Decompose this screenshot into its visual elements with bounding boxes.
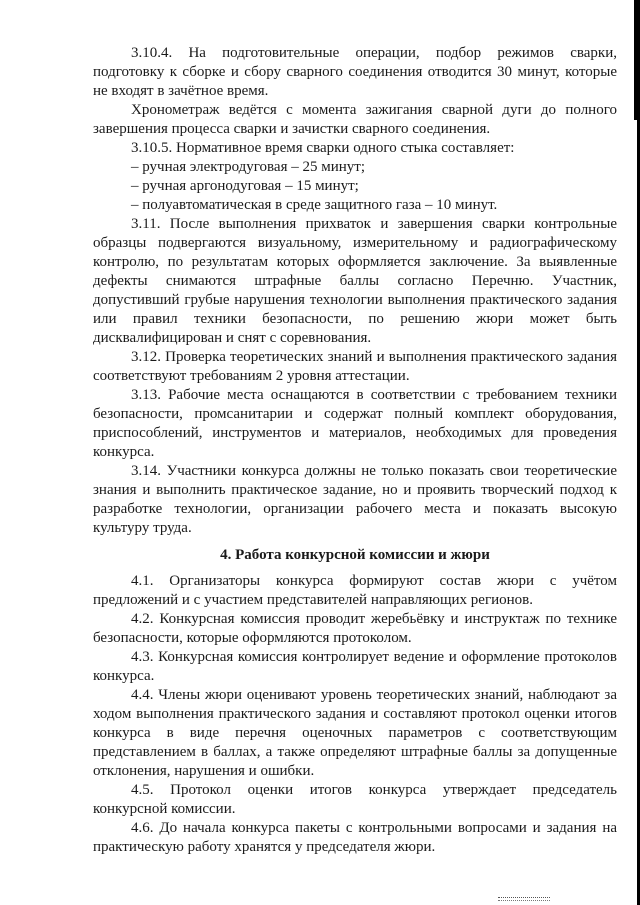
list-item-manual-arc: – ручная электродуговая – 25 минут; <box>131 159 366 175</box>
paragraph-3-13: 3.13. Рабочие места оснащаются в соответствии с требованием техники безопасности, промсанитарии и содержат полный комплект оборудования, приспособлений, инструментов и материалов, необходимых для проведения конкурса. <box>93 387 617 460</box>
paragraph-3-10-5: 3.10.5. Нормативное время сварки одного стыка составляет: <box>131 140 515 156</box>
paragraph-4-6: 4.6. До начала конкурса пакеты с контрольными вопросами и задания на практическую работу хранятся у председателя жюри. <box>93 820 617 855</box>
paragraph-3-14: 3.14. Участники конкурса должны не только показать свои теоретические знания и выполнить практическое задание, но и проявить творческий подход к разработке технологии, организации рабочего места и показать высокую культуру труда. <box>93 463 617 536</box>
paragraph-4-1: 4.1. Организаторы конкурса формируют состав жюри с учётом предложений и с участием представителей направляющих регионов. <box>93 573 617 608</box>
paragraph-4-3: 4.3. Конкурсная комиссия контролирует ведение и оформление протоколов конкурса. <box>93 649 617 684</box>
list-item-semi-automatic: – полуавтоматическая в среде защитного газа – 10 минут. <box>131 197 498 213</box>
paragraph-4-2: 4.2. Конкурсная комиссия проводит жеребьёвку и инструктаж по технике безопасности, которые оформляются протоколом. <box>93 611 617 646</box>
paragraph-3-10-4: 3.10.4. На подготовительные операции, подбор режимов сварки, подготовку к сборке и сбору сварного соединения отводится 30 минут, которые не входят в зачётное время. <box>93 45 617 99</box>
section-heading: 4. Работа конкурсной комиссии и жюри <box>220 547 490 563</box>
scan-artifact-mark <box>498 897 550 901</box>
document-body <box>93 44 617 857</box>
list-item-manual-argon: – ручная аргонодуговая – 15 минут; <box>131 178 359 194</box>
paragraph-4-4: 4.4. Члены жюри оценивают уровень теоретических знаний, наблюдают за ходом выполнения практического задания и составляют протокол оценки итогов конкурса в виде перечня оценочных параметров с соответствующим представлением в баллах, а также определяют штрафные баллы за допущенные отклонения, нарушения и ошибки. <box>93 687 617 779</box>
paragraph-3-12: 3.12. Проверка теоретических знаний и выполнения практического задания соответствуют требованиям 2 уровня аттестации. <box>93 349 617 384</box>
paragraph-4-5: 4.5. Протокол оценки итогов конкурса утверждает председатель конкурсной комиссии. <box>93 782 617 817</box>
paragraph-3-11: 3.11. После выполнения прихваток и завершения сварки контрольные образцы подвергаются визуальному, измерительному и радиографическому контролю, по результатам которых оформляется заключение. За выявленные дефекты снимаются штрафные баллы согласно Перечню. Участник, допустивший грубые нарушения технологии выполнения практического задания или правил техники безопасности, по решению жюри может быть дисквалифицирован и снят с соревнования. <box>93 216 617 346</box>
scan-edge-shadow-top <box>634 0 638 120</box>
paragraph-chronometry: Хронометраж ведётся с момента зажигания сварной дуги до полного завершения процесса сварки и зачистки сварного соединения. <box>93 102 617 137</box>
